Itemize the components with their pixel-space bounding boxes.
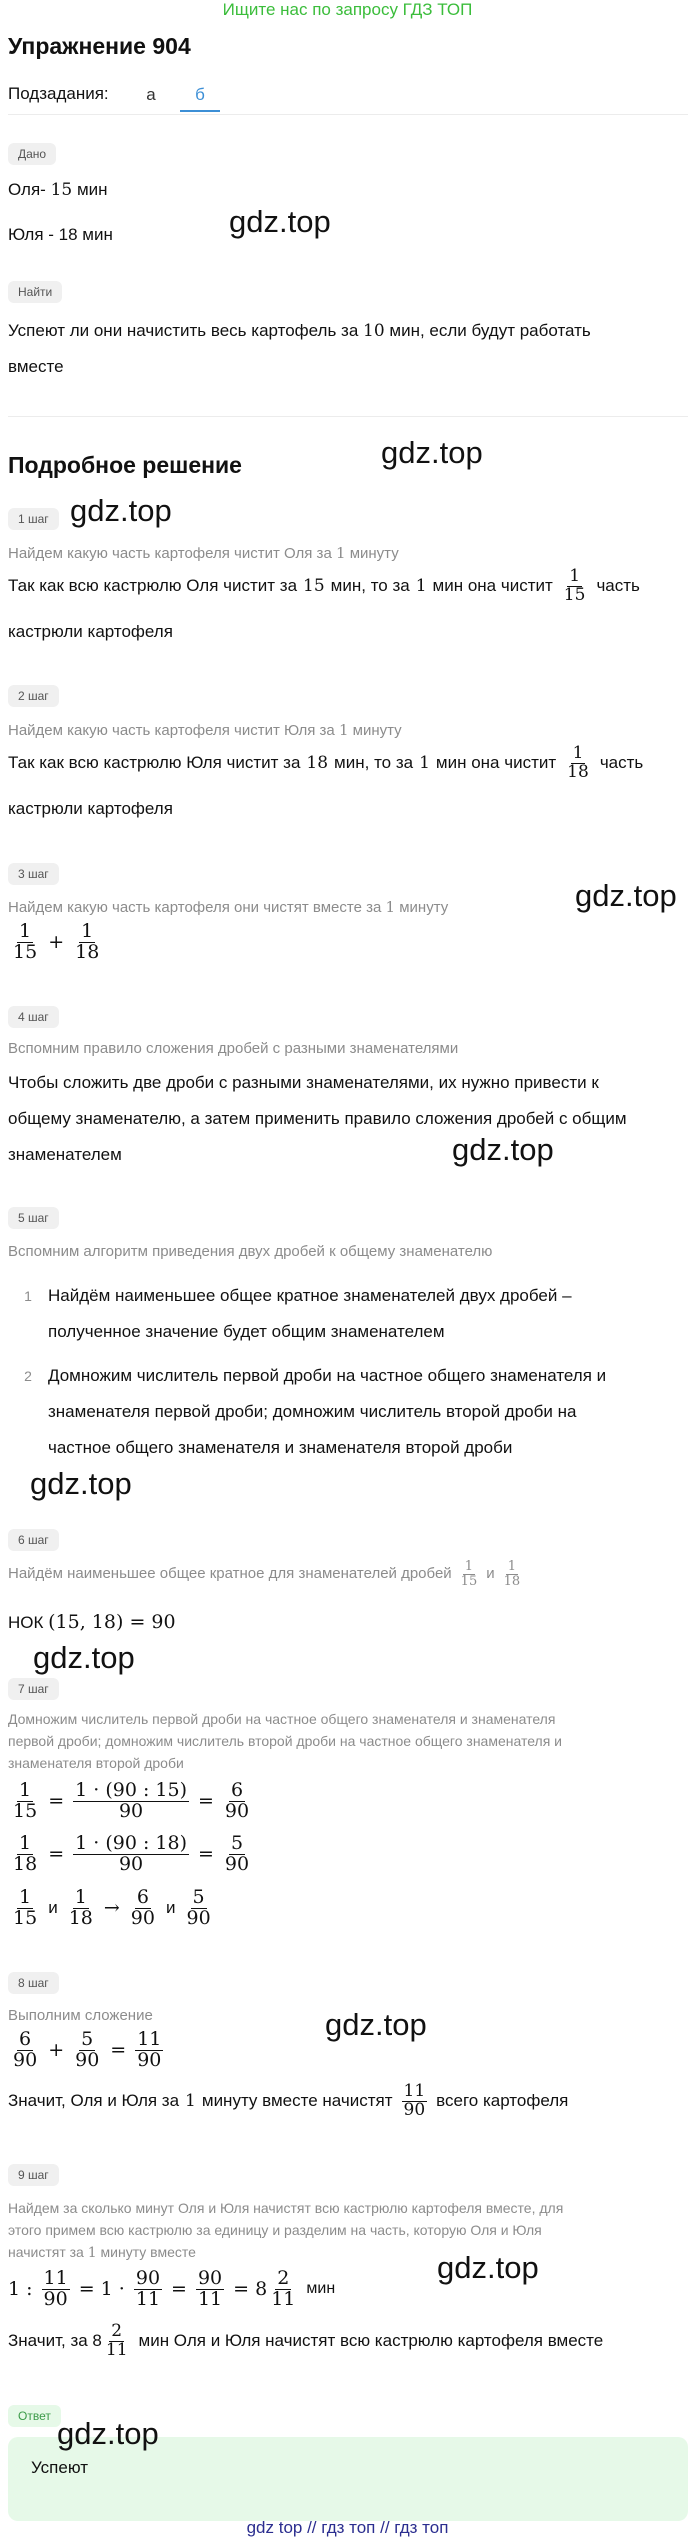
list-item: 2 Домножим числитель первой дроби на частное общего знаменателя и знаменателя первой дроби; домножим числитель второй дроби на частное общего знаменателя и знаменателя второй дроби: [24, 1366, 607, 1457]
subtasks-label: Подзадания:: [8, 84, 109, 103]
solution-heading: Подробное решение: [8, 452, 242, 478]
step-4-text-1: Чтобы сложить две дроби с разными знаменателями, их нужно привести к: [8, 1073, 599, 1092]
step-3-tag: 3 шаг: [8, 863, 59, 885]
tab-a[interactable]: а: [146, 85, 156, 104]
step-1-text: Так как всю кастрюлю Оля чистит за 15 мин, то за 1 мин она чистит $\frac{1}{15}$ часть: [8, 566, 640, 605]
step-1-text-line-2: кастрюли картофеля: [8, 622, 173, 641]
page-title: Упражнение 904: [8, 33, 191, 59]
step-1-hint: Найдем какую часть картофеля чистит Оля за 1 минуту: [8, 544, 399, 562]
list-item: 1 Найдём наименьшее общее кратное знаменателей двух дробей – полученное значение будет общим знаменателем: [24, 1286, 572, 1341]
step-7-hint: Домножим числитель первой дроби на частное общего знаменателя и знаменателя первой дроби; домножим числитель второй дроби на частное общего знаменателя и знаменателя второй дроби: [8, 1711, 562, 1771]
footer-links[interactable]: gdz top // гдз топ // гдз топ: [246, 2518, 449, 2537]
step-9-expression: 1 : $\frac{11}{90}$ = 1 · $\frac{90}{11}$ = $\frac{90}{11}$ = 8 $\frac{2}{11}$ мин: [8, 2267, 336, 2310]
given-line-1: Оля- 15 мин: [8, 180, 108, 200]
step-9-hint: Найдем за сколько минут Оля и Юля начистят всю кастрюлю картофеля вместе, для этого примем всю кастрюлю за единицу и разделим на часть, которую Оля и Юля начистят за 1 минуту вместе: [8, 2200, 564, 2261]
step-4-hint: Вспомним правило сложения дробей с разными знаменателями: [8, 1040, 459, 1057]
watermark: gdz.top: [57, 2416, 159, 2451]
step-2-text: Так как всю кастрюлю Юля чистит за 18 мин, то за 1 мин она чистит $\frac{1}{18}$ часть: [8, 743, 644, 782]
step-7-tag: 7 шаг: [8, 1678, 59, 1700]
step-6-hint: Найдём наименьшее общее кратное для знаменателей дробей $\frac{1}{15}$ и $\frac{1}{18}$: [8, 1559, 521, 1589]
step-7-row-2: $\frac{1}{18}$ = $\frac{1 \cdot (90 : 18)}{90}$ = $\frac{5}{90}$: [13, 1832, 250, 1875]
watermark: gdz.top: [229, 204, 331, 239]
watermark: gdz.top: [437, 2250, 539, 2285]
given-tag: Дано: [8, 143, 56, 165]
answer-text: Успеют: [31, 2458, 88, 2477]
step-3-hint: Найдем какую часть картофеля они чистят вместе за 1 минуту: [8, 898, 449, 916]
divider: [8, 114, 688, 115]
watermark: gdz.top: [70, 493, 172, 528]
watermark: gdz.top: [575, 878, 677, 913]
step-2-tag: 2 шаг: [8, 685, 59, 707]
watermark: gdz.top: [33, 1640, 135, 1675]
step-5-hint: Вспомним алгоритм приведения двух дробей к общему знаменателю: [8, 1243, 493, 1260]
step-5-tag: 5 шаг: [8, 1207, 59, 1229]
find-tag: Найти: [8, 281, 62, 303]
step-2-hint: Найдем какую часть картофеля чистит Юля за 1 минуту: [8, 721, 402, 739]
step-8-tag: 8 шаг: [8, 1972, 59, 1994]
divider: [8, 416, 688, 417]
watermark: gdz.top: [452, 1132, 554, 1167]
given-line-2: Юля - 18 мин: [8, 225, 113, 244]
algorithm-list: [8, 1278, 688, 1466]
watermark: gdz.top: [325, 2007, 427, 2042]
step-7-row-1: $\frac{1}{15}$ = $\frac{1 \cdot (90 : 15)}{90}$ = $\frac{6}{90}$: [13, 1779, 250, 1822]
step-9-tag: 9 шаг: [8, 2164, 59, 2186]
step-4-text-2: общему знаменателю, а затем применить правило сложения дробей с общим: [8, 1109, 627, 1128]
step-3-expression: $\frac{1}{15}$ + $\frac{1}{18}$: [13, 920, 100, 963]
step-2-text-line-2: кастрюли картофеля: [8, 799, 173, 818]
step-6-tag: 6 шаг: [8, 1529, 59, 1551]
watermark: gdz.top: [30, 1466, 132, 1501]
answer-tag: Ответ: [8, 2405, 61, 2427]
step-8-hint: Выполним сложение: [8, 2007, 153, 2024]
step-7-row-3: $\frac{1}{15}$ и $\frac{1}{18}$ → $\frac{6}{90}$ и $\frac{5}{90}$: [13, 1886, 211, 1929]
step-9-text: Значит, за 8 $\frac{2}{11}$ мин Оля и Юля начистят всю кастрюлю картофеля вместе: [8, 2321, 604, 2360]
step-8-expression: $\frac{6}{90}$ + $\frac{5}{90}$ = $\frac{11}{90}$: [13, 2028, 162, 2071]
tab-b[interactable]: б: [180, 80, 220, 112]
step-4-tag: 4 шаг: [8, 1006, 59, 1028]
find-text-line-2: вместе: [8, 357, 64, 376]
top-banner: Ищите нас по запросу ГДЗ ТОП: [222, 0, 473, 19]
step-8-text: Значит, Оля и Юля за 1 минуту вместе начистят $\frac{11}{90}$ всего картофеля: [8, 2081, 569, 2120]
step-4-text-3: знаменателем: [8, 1145, 122, 1164]
watermark: gdz.top: [381, 435, 483, 470]
find-text: Успеют ли они начистить весь картофель за 10 мин, если будут работать: [8, 321, 591, 341]
step-1-tag: 1 шаг: [8, 508, 59, 530]
nok-expression: НОК (15, 18) = 90: [8, 1611, 176, 1633]
